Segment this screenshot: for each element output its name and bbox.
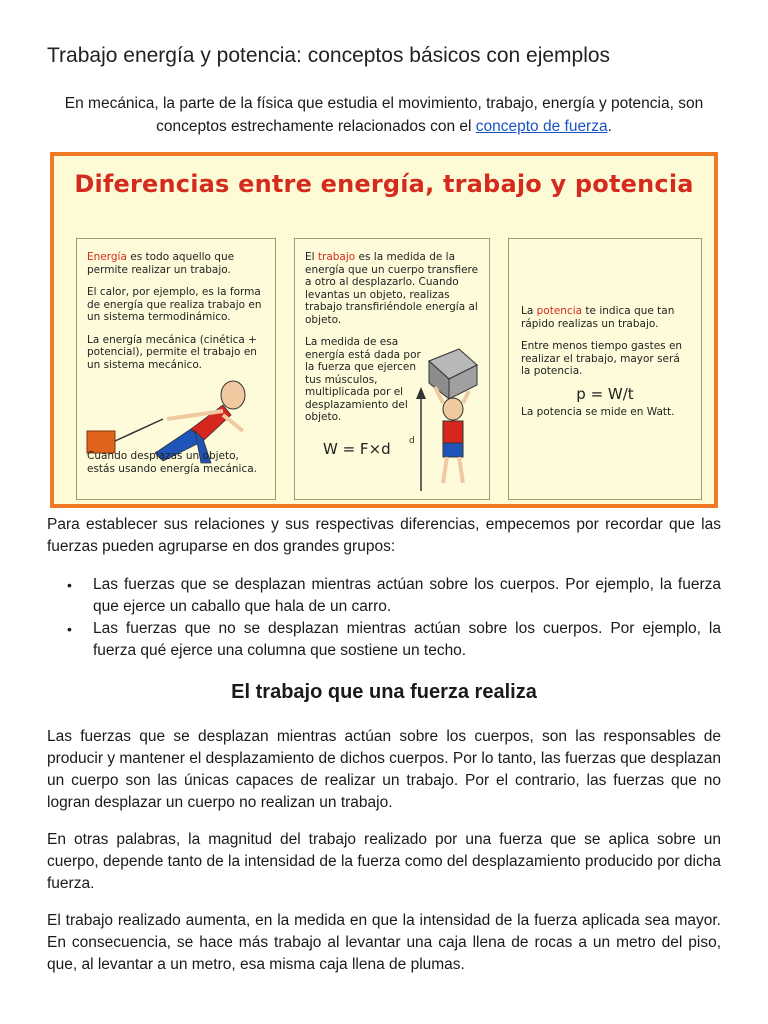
concepto-de-fuerza-link[interactable]: concepto de fuerza [475, 118, 608, 135]
power-formula: p = W/t [576, 384, 634, 403]
power-definition-text: te indica que tan rápido realizas un trabajo. [521, 305, 675, 330]
intro-text-end: . [607, 118, 612, 135]
energy-moving-object-text: Cuando desplazas un objeto, estás usando energía mecánica. [87, 450, 258, 475]
body-paragraph: En otras palabras, la magnitud del trabajo realizado por una fuerza que se aplica sobre un cuerpo, depende tanto de la intensidad de la fuerza como del desplazamiento producido por dicha fuerza. [47, 831, 721, 892]
power-term: potencia [536, 305, 583, 317]
work-measure-text: La medida de esa energía está dada por la fuerza que ejercen tus músculos, multiplicada por el desplazamiento del objeto. [305, 336, 421, 423]
power-panel [508, 238, 702, 500]
body-paragraph: El trabajo realizado aumenta, en la medida en que la intensidad de la fuerza aplicada sea mayor. En consecuencia, se hace más trabajo al levantar una caja llena de rocas a un metro del piso, que, al levantar a un metro, esa misma caja llena de plumas. [47, 912, 721, 973]
energy-term: Energía [87, 251, 127, 263]
energy-mechanical-text: La energía mecánica (cinética + potencial), permite el trabajo en un sistema mecánico. [87, 333, 257, 371]
page-title: Trabajo energía y potencia: conceptos básicos con ejemplos [47, 44, 611, 67]
power-definition-pre: La [521, 305, 537, 317]
work-definition [305, 251, 479, 326]
relations-paragraph: Para establecer sus relaciones y sus respectivas diferencias, empecemos por recordar que las fuerzas pueden agruparse en dos grandes grupos: [47, 516, 721, 555]
energy-heat-text: El calor, por ejemplo, es la forma de energía que realiza trabajo en un sistema termodinámico. [87, 286, 262, 323]
work-definition-pre: El [305, 251, 318, 263]
section-heading: El trabajo que una fuerza realiza [231, 681, 537, 703]
forces-list [47, 574, 721, 662]
work-formula: W = F×d [323, 440, 391, 458]
list-item: • Las fuerzas que no se desplazan mientras actúan sobre los cuerpos. Por ejemplo, la fuerza qué ejerce una columna que sostiene un techo. [47, 618, 721, 662]
work-term: trabajo [317, 251, 356, 263]
energy-definition-text: es todo aquello que permite realizar un trabajo. [87, 251, 235, 276]
power-unit-text: La potencia se mide en Watt. [521, 406, 675, 418]
displacement-label: d [409, 436, 415, 446]
energy-definition [87, 251, 265, 276]
infographic-title: Diferencias entre energía, trabajo y potencia [74, 170, 694, 198]
power-definition [521, 305, 689, 330]
power-time-text: Entre menos tiempo gastes en realizar el trabajo, mayor será la potencia. [521, 340, 683, 377]
intro-text: En mecánica, la parte de la física que estudia el movimiento, trabajo, energía y potencia, son conceptos estrechamente relacionados con el [64, 95, 704, 135]
infographic-image [50, 152, 718, 508]
lifting-person-illustration [407, 343, 487, 493]
intro-paragraph [47, 92, 721, 138]
work-definition-text: es la medida de la energía que un cuerpo transfiere a otro al desplazarlo. Cuando levantas un objeto, realizas trabajo transfiriéndole energía al objeto. [305, 251, 479, 326]
list-item: • Las fuerzas que se desplazan mientras actúan sobre los cuerpos. Por ejemplo, la fuerza que ejerce un caballo que hala de un carro. [47, 574, 721, 618]
work-panel [294, 238, 490, 500]
body-paragraph: Las fuerzas que se desplazan mientras actúan sobre los cuerpos, son las responsables de producir y mantener el desplazamiento de dichos cuerpos. Por lo tanto, las fuerzas que desplazan un cuerpo son las únicas capaces de realizar un trabajo. Por el contrario, las fuerzas que no logran desplazar un cuerpo no realizan un trabajo. [47, 728, 721, 811]
energy-panel [76, 238, 276, 500]
